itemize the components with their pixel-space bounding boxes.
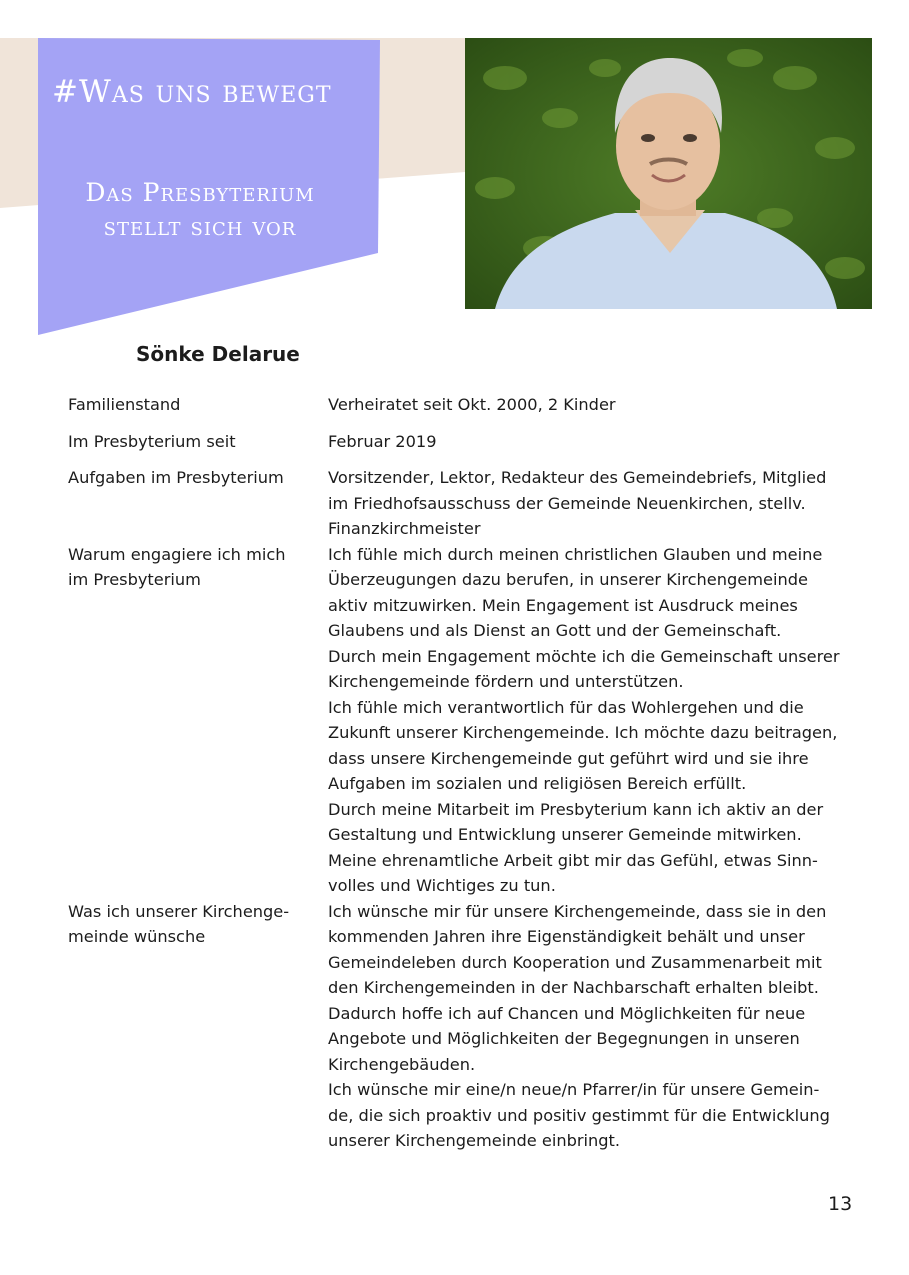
text-line: Aufgaben im sozialen und religiösen Bereich erfüllt.: [328, 774, 747, 793]
row-value: [328, 465, 868, 542]
row-value: Februar 2019: [328, 431, 437, 451]
label-line: meinde wünsche: [68, 927, 206, 946]
person-name: Sönke Delarue: [136, 342, 300, 366]
text-line: de, die sich proaktiv und positiv gestimmt für die Entwicklung: [328, 1105, 830, 1125]
row-familienstand: [68, 392, 868, 418]
text-line: Ich fühle mich durch meinen christlichen Glauben und meine: [328, 544, 823, 564]
text-line: Kirchengebäuden.: [328, 1054, 476, 1074]
hashtag-title: #Was uns bewegt: [52, 74, 332, 110]
text-line: Ich fühle mich verantwortlich für das Wohlergehen und die: [328, 697, 804, 717]
text-line: dass unsere Kirchengemeinde gut geführt wird und sie ihre: [328, 748, 809, 768]
row-label: [68, 899, 328, 1154]
text-line: Meine ehrenamtliche Arbeit gibt mir das Gefühl, etwas Sinn-: [328, 850, 818, 870]
text-line: Angebote und Möglichkeiten der Begegnungen in unseren: [328, 1029, 800, 1048]
text-line: Vorsitzender, Lektor, Redakteur des Gemeindebriefs, Mitglied: [328, 468, 827, 487]
text-line: aktiv mitzuwirken. Mein Engagement ist Ausdruck meines: [328, 595, 798, 615]
text-line: Dadurch hoffe ich auf Chancen und Möglichkeiten für neue: [328, 1003, 806, 1023]
text-line: Zukunft unserer Kirchengemeinde. Ich möchte dazu beitragen,: [328, 723, 838, 742]
row-label: Im Presbyterium seit: [68, 431, 236, 451]
text-line: Finanzkirchmeister: [328, 519, 481, 538]
text-line: volles und Wichtiges zu tun.: [328, 876, 556, 895]
text-line: kommenden Jahren ihre Eigenständigkeit behält und unser: [328, 927, 805, 946]
row-label: [68, 542, 328, 899]
page-number: 13: [828, 1193, 853, 1215]
label-line: Warum engagiere ich mich: [68, 544, 286, 564]
row-warum: [68, 542, 868, 899]
text-line: Durch meine Mitarbeit im Presbyterium kann ich aktiv an der: [328, 799, 824, 819]
label-line: im Presbyterium: [68, 570, 201, 589]
text-line: Überzeugungen dazu berufen, in unserer Kirchengemeinde: [328, 570, 808, 589]
banner-subtitle: [40, 176, 360, 244]
text-line: Glaubens und als Dienst an Gott und der Gemeinschaft.: [328, 621, 782, 640]
text-line: Durch mein Engagement möchte ich die Gemeinschaft unserer: [328, 646, 840, 666]
subtitle-line-1: Das Presbyterium: [85, 178, 315, 207]
text-line: Ich wünsche mir eine/n neue/n Pfarrer/in für unsere Gemein-: [328, 1080, 820, 1099]
row-aufgaben: [68, 465, 868, 542]
row-presbyterium-seit: [68, 429, 868, 455]
row-value: [328, 899, 868, 1154]
subtitle-line-2: stellt sich vor: [103, 212, 297, 241]
text-line: im Friedhofsausschuss der Gemeinde Neuenkirchen, stellv.: [328, 493, 806, 513]
row-label: Aufgaben im Presbyterium: [68, 468, 284, 487]
text-line: Gestaltung und Entwicklung unserer Gemeinde mitwirken.: [328, 825, 802, 844]
text-line: Kirchengemeinde fördern und unterstützen.: [328, 672, 684, 691]
row-wunsch: [68, 899, 868, 1154]
profile-table: [68, 392, 868, 1154]
text-line: den Kirchengemeinden in der Nachbarschaft erhalten bleibt.: [328, 978, 819, 997]
portrait-photo: [465, 38, 872, 309]
row-label: Familienstand: [68, 395, 181, 414]
text-line: Gemeindeleben durch Kooperation und Zusammenarbeit mit: [328, 952, 822, 972]
row-value: Verheiratet seit Okt. 2000, 2 Kinder: [328, 395, 616, 414]
row-value: [328, 542, 868, 899]
label-line: Was ich unserer Kirchenge-: [68, 901, 290, 921]
text-line: unserer Kirchengemeinde einbringt.: [328, 1131, 621, 1150]
text-line: Ich wünsche mir für unsere Kirchengemeinde, dass sie in den: [328, 901, 827, 921]
